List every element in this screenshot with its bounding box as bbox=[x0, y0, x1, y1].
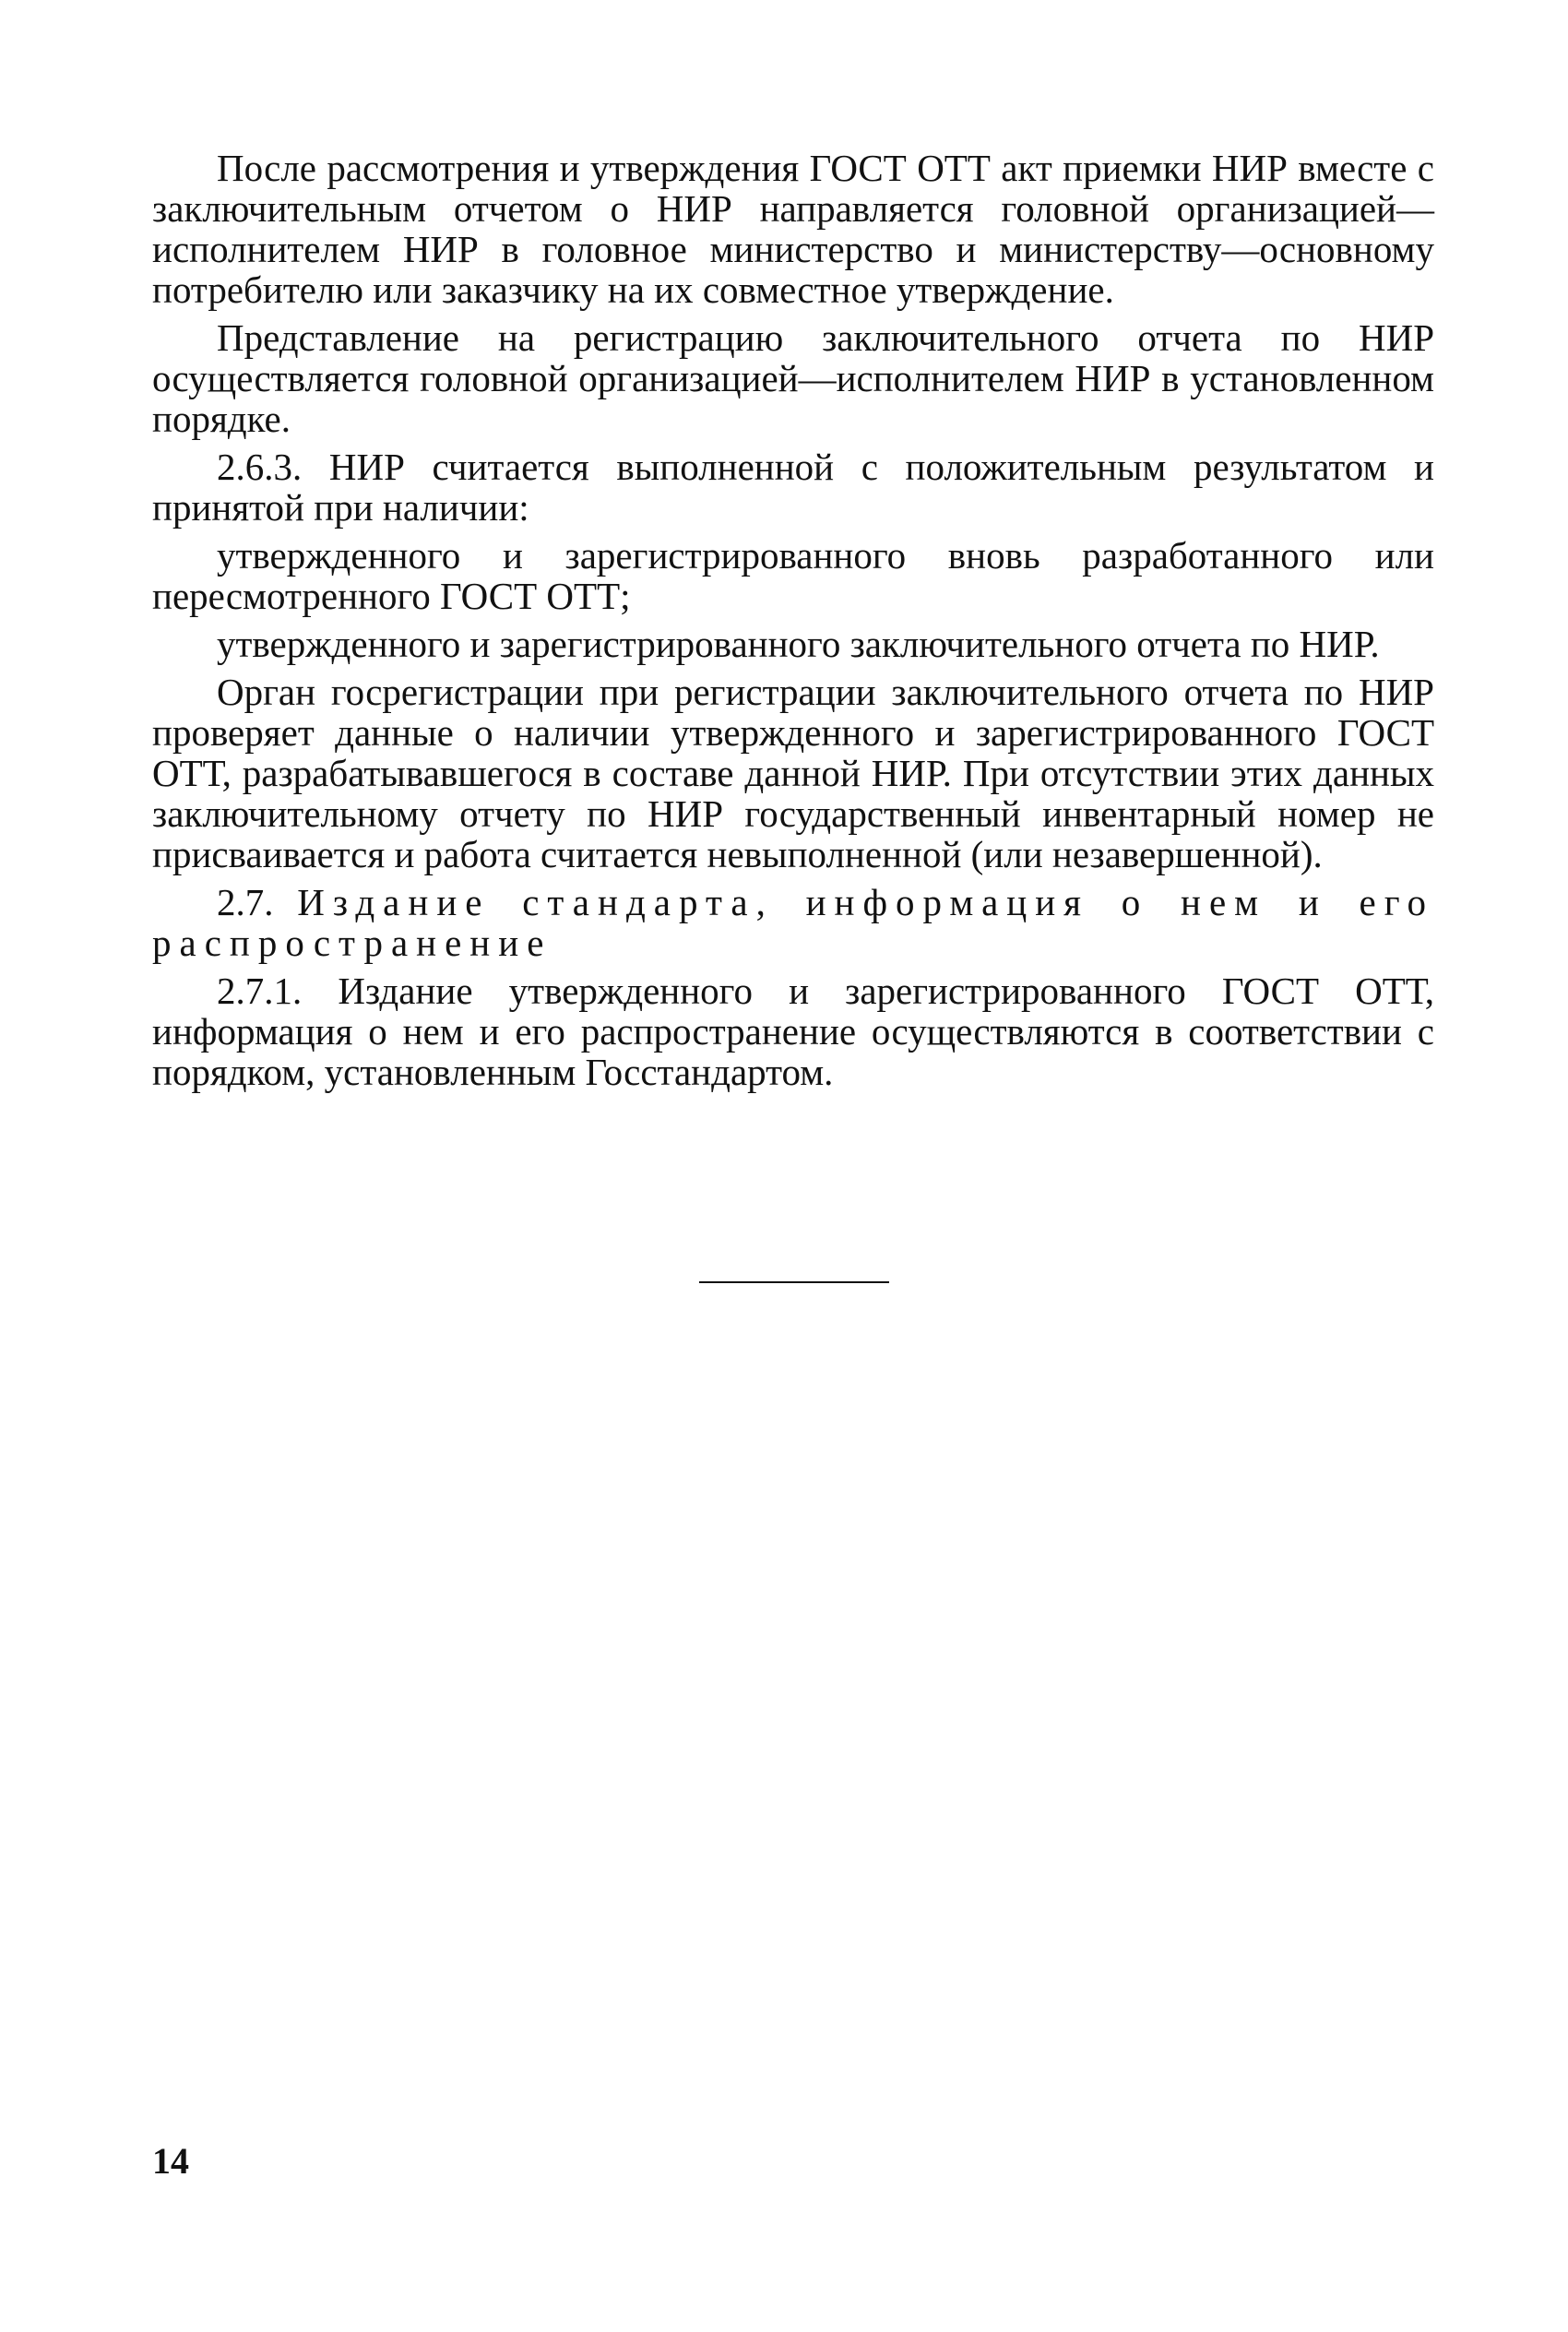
paragraph-condition-report: утвержденного и зарегистрированного заключительного отчета по НИР. bbox=[217, 623, 1380, 665]
paragraph-registration-submission: Представление на регистрацию заключительного отчета по НИР осуществляется головной организацией—исполнителем НИР в установленном порядке. bbox=[152, 316, 1434, 440]
section-title: Издание стандарта, информация о нем и его распространение bbox=[152, 881, 1435, 964]
page-number: 14 bbox=[152, 2140, 189, 2182]
paragraph-condition-standard: утвержденного и зарегистрированного вновь разработанного или пересмотренного ГОСТ ОТТ; bbox=[152, 534, 1434, 617]
section-number: 2.7. bbox=[217, 881, 274, 923]
body-text bbox=[152, 148, 1434, 1100]
paragraph-approval-act: После рассмотрения и утверждения ГОСТ ОТТ акт приемки НИР вместе с заключительным отчетом о НИР направляется головной организацией—исполнителем НИР в головное министерство и министерству—основному потребителю или заказчику на их совместное утверждение. bbox=[152, 147, 1434, 311]
paragraph-registration-body: Орган госрегистрации при регистрации заключительного отчета по НИР проверяет данные о наличии утвержденного и зарегистрированного ГОСТ ОТТ, разрабатывавшегося в составе данной НИР. При отсутствии этих данных заключительному отчету по НИР государственный инвентарный номер не присваивается и работа считается невыполненной (или незавершенной). bbox=[152, 671, 1434, 875]
paragraph-2-6-3: 2.6.3. НИР считается выполненной с положительным результатом и принятой при наличии: bbox=[152, 446, 1434, 529]
paragraph-2-7-1: 2.7.1. Издание утвержденного и зарегистрированного ГОСТ ОТТ, информация о нем и его распространение осуществляются в соответствии с порядком, установленным Госстандартом. bbox=[152, 970, 1434, 1093]
section-heading-2-7 bbox=[152, 882, 1434, 963]
end-divider bbox=[699, 1281, 889, 1283]
